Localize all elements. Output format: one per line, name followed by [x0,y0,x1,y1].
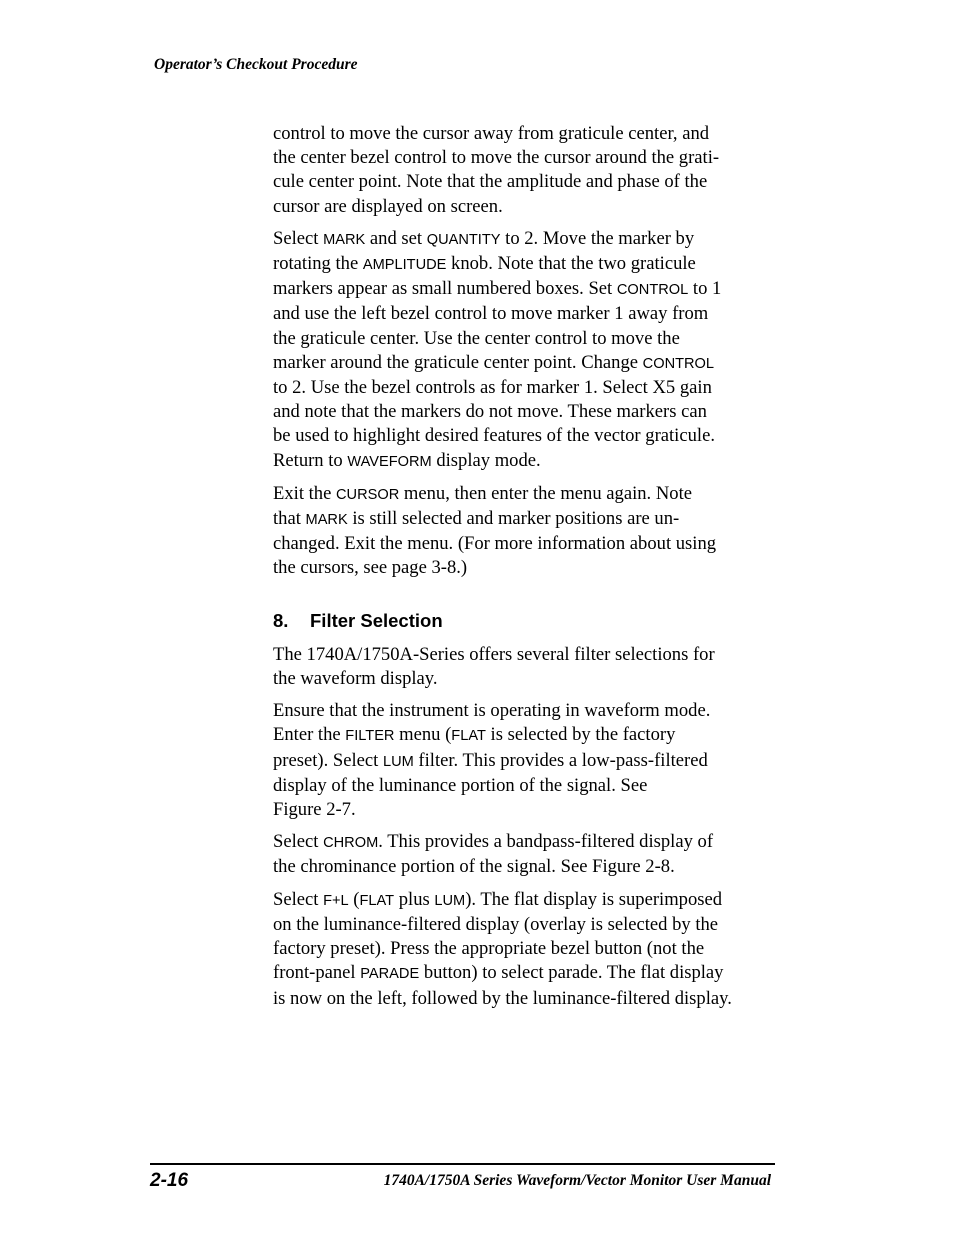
paragraph-cursor-control [273,122,785,219]
footer-rule [150,1163,775,1165]
control-label-lum: LUM [382,753,414,770]
paragraph-exit-cursor [273,482,785,581]
control-label-mark: MARK [305,512,348,529]
control-label-filter: FILTER [345,728,395,745]
text-line: markers appear as small numbered boxes. Set CONTROL to 1 [273,278,722,300]
text-line: and use the left bezel control to move marker 1 away from [273,303,709,325]
control-label-f-plus-l: F+L [323,892,349,909]
running-header: Operator’s Checkout Procedure [154,56,358,73]
control-label-flat: FLAT [359,892,395,909]
text-line: cursor are displayed on screen. [273,195,503,217]
text-line: changed. Exit the menu. (For more information about using [273,533,717,555]
control-label-mark: MARK [323,231,366,248]
text-line: the center bezel control to move the cursor around the grati- [273,147,720,169]
control-label-cursor: CURSOR [336,486,400,503]
page-number: 2-16 [150,1170,189,1191]
text-line: the waveform display. [273,668,438,690]
control-label-amplitude: AMPLITUDE [362,257,447,274]
control-label-parade: PARADE [360,966,420,983]
text-line: the graticule center. Use the center control to move the [273,327,680,349]
text-line: factory preset). Press the appropriate bezel button (not the [273,938,705,960]
paragraph-lum-filter [273,699,785,822]
text-line: display of the luminance portion of the signal. See [273,774,648,796]
text-line: the cursors, see page 3-8.) [273,557,468,579]
section-heading [273,609,785,633]
text-line: Enter the FILTER menu (FLAT is selected by the factory [273,724,676,746]
control-label-control: CONTROL [616,282,689,299]
text-line: Return to WAVEFORM display mode. [273,449,541,471]
text-line: Select F+L (FLAT plus LUM). The flat display is superimposed [273,888,723,910]
text-line: control to move the cursor away from graticule center, and [273,123,710,144]
text-line: the chrominance portion of the signal. See Figure 2-8. [273,856,675,878]
text-line: Ensure that the instrument is operating in waveform mode. [273,700,711,722]
control-label-quantity: QUANTITY [426,231,501,248]
text-line: and note that the markers do not move. These markers can [273,401,707,423]
text-line: preset). Select LUM filter. This provides a low-pass-filtered [273,749,708,771]
text-line: front-panel PARADE button) to select parade. The flat display [273,962,724,984]
paragraph-chrom-filter [273,830,785,879]
text-line: Select CHROM. This provides a bandpass-filtered display of [273,831,714,853]
section-number: 8. [273,609,289,631]
text-line: is now on the left, followed by the luminance-filtered display. [273,987,732,1009]
control-label-waveform: WAVEFORM [347,453,432,470]
text-line: Select MARK and set QUANTITY to 2. Move the marker by [273,227,695,249]
paragraph-filter-intro [273,643,785,691]
text-line: Figure 2-7. [273,799,356,821]
text-line: rotating the AMPLITUDE knob. Note that the two graticule [273,253,696,275]
body-text [273,122,785,1019]
paragraph-flat-lum-filter [273,888,785,1011]
section-title: Filter Selection [310,609,443,631]
text-line: cule center point. Note that the amplitude and phase of the [273,171,708,193]
text-line: to 2. Use the bezel controls as for marker 1. Select X5 gain [273,377,712,399]
control-label-chrom: CHROM [323,835,379,852]
footer-manual-title: 1740A/1750A Series Waveform/Vector Monitor User Manual [383,1172,771,1189]
control-label-lum: LUM [434,892,466,909]
paragraph-markers [273,227,785,474]
text-line: be used to highlight desired features of the vector graticule. [273,425,715,447]
text-line: that MARK is still selected and marker positions are un- [273,508,680,530]
text-line: The 1740A/1750A-Series offers several filter selections for [273,643,715,665]
text-line: marker around the graticule center point. Change CONTROL [273,351,715,373]
control-label-control: CONTROL [642,355,715,372]
text-line: Exit the CURSOR menu, then enter the menu again. Note [273,482,693,504]
text-line: on the luminance-filtered display (overlay is selected by the [273,913,719,935]
control-label-flat: FLAT [451,728,486,745]
